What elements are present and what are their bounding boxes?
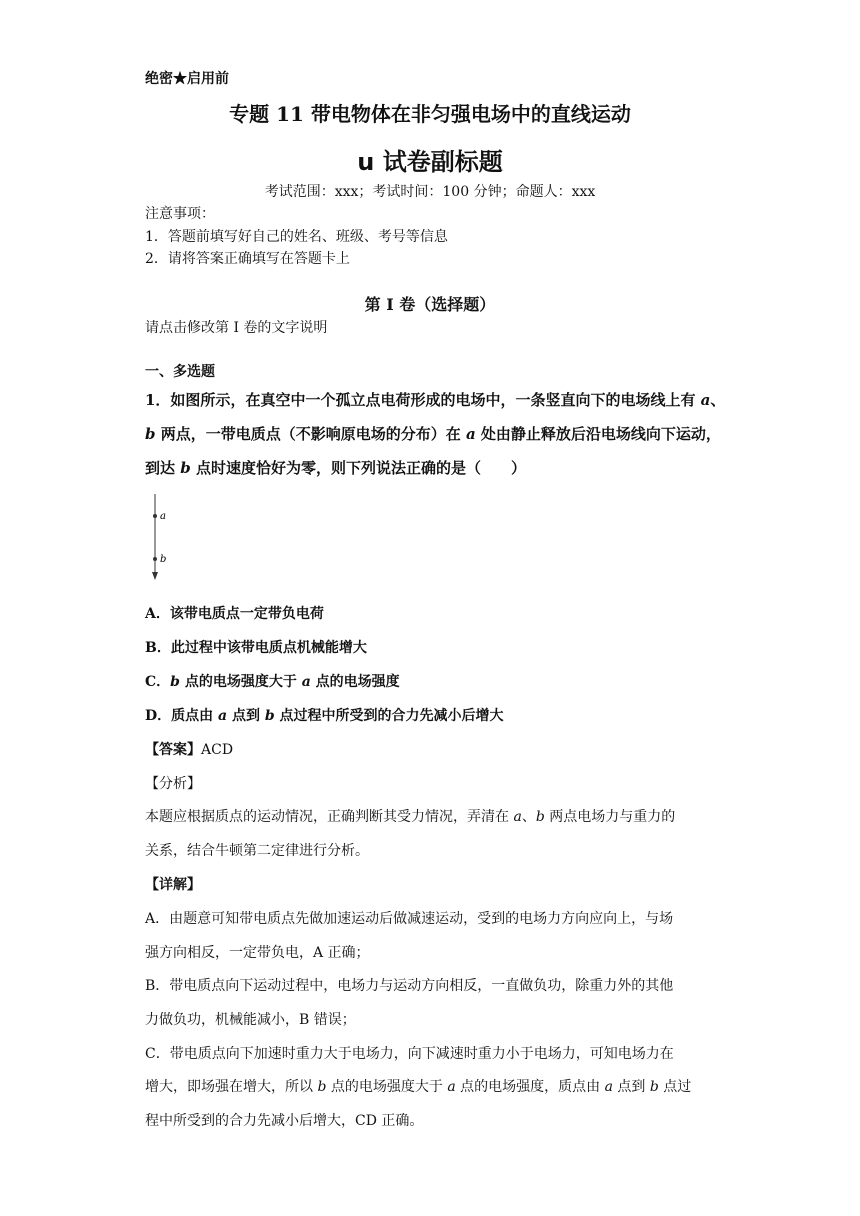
note-item: 2．请将答案正确填写在答题卡上: [145, 251, 350, 267]
option-a: A．该带电质点一定带负电荷: [145, 606, 324, 622]
point-a-marker: [153, 514, 157, 518]
point-b-label: b: [160, 554, 167, 565]
option-c: C．b 点的电场强度大于 a 点的电场强度: [145, 674, 400, 690]
detail-line: A．由题意可知带电质点先做加速运动后做减速运动，受到的电场力方向应向上，与场: [145, 911, 674, 927]
note-item: 1．答题前填写好自己的姓名、班级、考号等信息: [145, 229, 448, 245]
electric-field-line-figure: [147, 492, 187, 584]
detail-label: 【详解】: [145, 877, 201, 893]
detail-line: B．带电质点向下运动过程中，电场力与运动方向相反，一直做负功，除重力外的其他: [145, 978, 674, 994]
part-heading: 一、多选题: [145, 364, 215, 380]
detail-line: 程中所受到的合力先减小后增大，CD 正确。: [145, 1113, 424, 1129]
analysis-label: 【分析】: [145, 776, 201, 792]
option-d: D．质点由 a 点到 b 点过程中所受到的合力先减小后增大: [145, 708, 504, 724]
secret-label: 绝密★启用前: [145, 71, 229, 87]
point-b-marker: [153, 557, 157, 561]
detail-line: C．带电质点向下加速时重力大于电场力，向下减速时重力小于电场力，可知电场力在: [145, 1046, 674, 1062]
question-line: 到达 b 点时速度恰好为零，则下列说法正确的是（ ）: [145, 459, 526, 477]
notes-heading: 注意事项：: [145, 206, 215, 222]
detail-line: 增大，即场强在增大，所以 b 点的电场强度大于 a 点的电场强度，质点由 a 点到 b 点过: [145, 1079, 692, 1095]
document-title: 专题 11 带电物体在非匀强电场中的直线运动: [229, 102, 631, 126]
analysis-line: 关系，结合牛顿第二定律进行分析。: [145, 843, 369, 859]
detail-line: 力做负功，机械能减小，B 错误；: [145, 1012, 356, 1028]
answer-line: 【答案】ACD: [145, 742, 234, 758]
question-line: 1．如图所示，在真空中一个孤立点电荷形成的电场中，一条竖直向下的电场线上有 a、: [145, 391, 726, 409]
document-subtitle: u 试卷副标题: [357, 148, 503, 176]
detail-line: 强方向相反，一定带负电，A 正确；: [145, 945, 370, 961]
point-a-label: a: [160, 511, 166, 522]
field-arrow-icon: [152, 572, 158, 580]
section-description: 请点击修改第 I 卷的文字说明: [145, 320, 328, 336]
analysis-line: 本题应根据质点的运动情况，正确判断其受力情况，弄清在 a、b 两点电场力与重力的: [145, 809, 676, 825]
question-line: b 两点，一带电质点（不影响原电场的分布）在 a 处由静止释放后沿电场线向下运动，: [145, 425, 721, 443]
option-b: B．此过程中该带电质点机械能增大: [145, 640, 367, 656]
section-title: 第 I 卷（选择题）: [364, 295, 496, 314]
exam-info: 考试范围：xxx；考试时间：100 分钟；命题人：xxx: [264, 184, 596, 200]
